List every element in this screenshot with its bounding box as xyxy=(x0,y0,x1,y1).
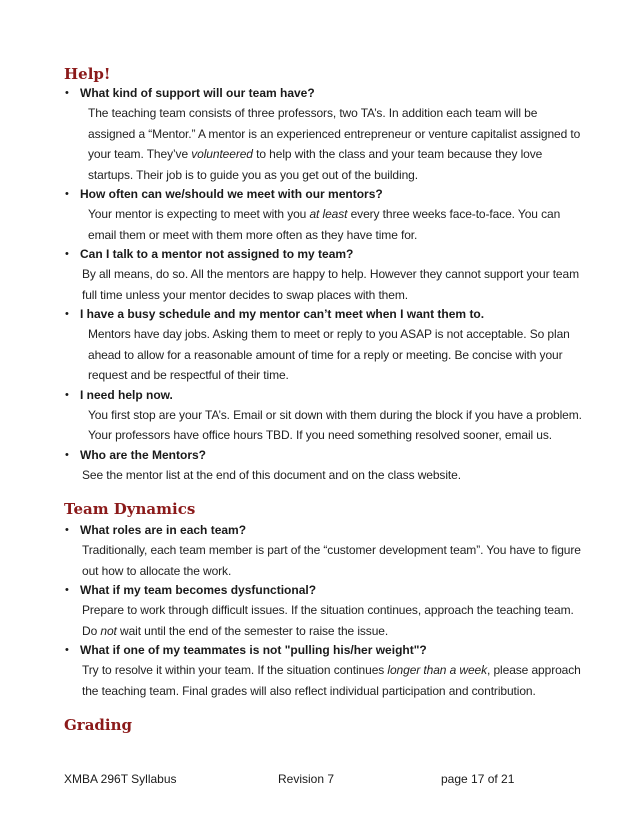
bullet-icon: • xyxy=(65,188,69,200)
bullet-icon: • xyxy=(65,584,69,596)
faq-item xyxy=(64,521,584,581)
faq-answer: You first stop are your TA’s. Email or sit down with them during the block if you have a problem. Your professors have office hours TBD. If you need something resolved sooner, email us. xyxy=(88,407,582,442)
faq-question: • What if my team becomes dysfunctional? xyxy=(64,581,584,600)
section-heading-grading: Grading xyxy=(64,716,133,734)
faq-item xyxy=(64,305,584,386)
faq-answer: Prepare to work through difficult issues. If the situation continues, approach the teaching team. Do not wait until the end of the semester to raise the issue. xyxy=(82,603,574,638)
faq-item xyxy=(64,245,584,305)
bullet-icon: • xyxy=(65,524,69,536)
footer-document-title: XMBA 296T Syllabus xyxy=(64,772,177,786)
section-heading-team-dynamics: Team Dynamics xyxy=(64,500,196,518)
faq-answer: The teaching team consists of three professors, two TA’s. In addition each team will be assigned a “Mentor.” A mentor is an experienced entrepreneur or venture capitalist assigned to your team. They’ve volunteered to help with the class and your team because they love startups. Their job is to guide you as you get out of the building. xyxy=(88,106,581,182)
faq-question: • Who are the Mentors? xyxy=(64,446,584,465)
faq-item xyxy=(64,84,584,185)
faq-item xyxy=(64,185,584,245)
faq-item xyxy=(64,386,584,446)
faq-question: • What roles are in each team? xyxy=(64,521,584,540)
page-footer xyxy=(64,772,534,790)
faq-item xyxy=(64,446,584,486)
faq-question: • Can I talk to a mentor not assigned to my team? xyxy=(64,245,584,264)
faq-answer: Try to resolve it within your team. If the situation continues longer than a week, please approach the teaching team. Final grades will also reflect individual participation and contribution. xyxy=(82,663,581,698)
faq-question: • I need help now. xyxy=(64,386,584,405)
footer-revision: Revision 7 xyxy=(278,772,335,786)
footer-page-number: page 17 of 21 xyxy=(441,772,515,786)
bullet-icon: • xyxy=(65,87,69,99)
faq-item xyxy=(64,641,584,701)
section-heading-help: Help! xyxy=(64,65,111,83)
faq-question: • What kind of support will our team have? xyxy=(64,84,584,103)
bullet-icon: • xyxy=(65,388,69,401)
faq-question: • I have a busy schedule and my mentor can’t meet when I want them to. xyxy=(64,305,584,324)
bullet-icon: • xyxy=(65,308,69,320)
page-content xyxy=(64,64,584,737)
faq-answer: Your mentor is expecting to meet with you at least every three weeks face-to-face. You can email them or meet with them more often as they have time for. xyxy=(88,207,561,242)
bullet-icon: • xyxy=(65,448,69,461)
bullet-icon: • xyxy=(65,644,69,656)
faq-question: • What if one of my teammates is not "pulling his/her weight"? xyxy=(64,641,584,660)
faq-question: • How often can we/should we meet with our mentors? xyxy=(64,185,584,204)
faq-answer: Mentors have day jobs. Asking them to meet or reply to you ASAP is not acceptable. So plan ahead to allow for a reasonable amount of time for a reply or meeting. Be concise with your request and be respectful of their time. xyxy=(88,327,570,382)
bullet-icon: • xyxy=(65,248,69,260)
faq-answer: By all means, do so. All the mentors are happy to help. However they cannot support your team full time unless your mentor decides to swap places with them. xyxy=(82,267,579,302)
faq-item xyxy=(64,581,584,641)
faq-answer: See the mentor list at the end of this document and on the class website. xyxy=(82,467,461,482)
faq-answer: Traditionally, each team member is part of the “customer development team”. You have to figure out how to allocate the work. xyxy=(82,543,581,578)
